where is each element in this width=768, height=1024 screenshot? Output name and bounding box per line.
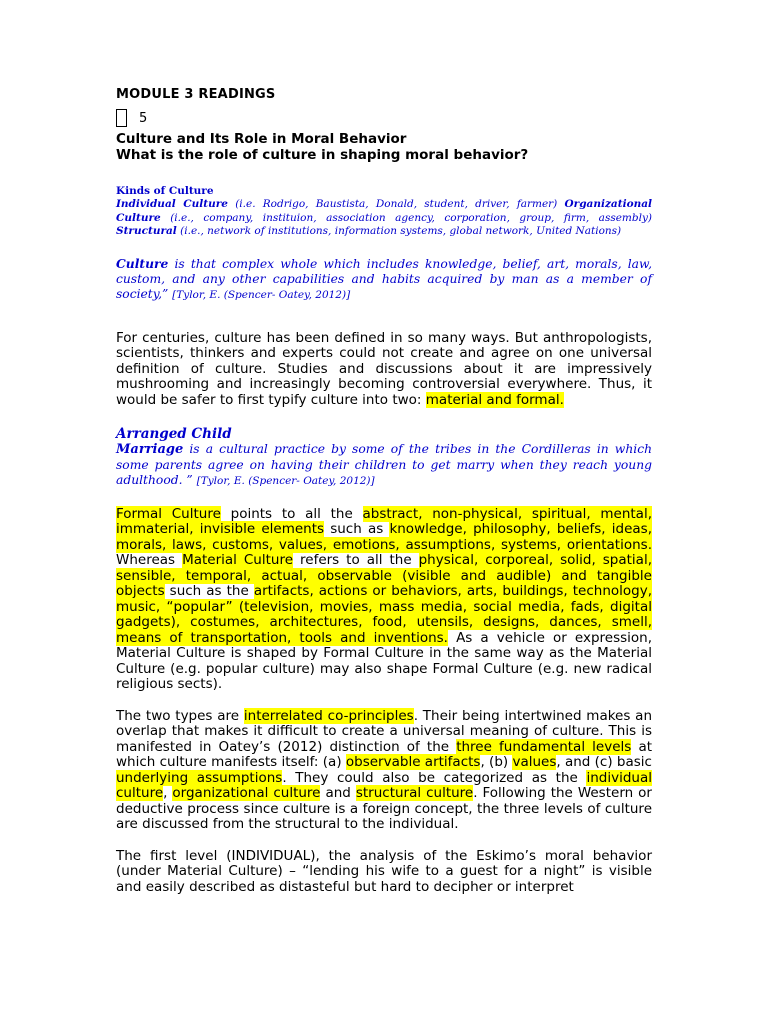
kinds-heading: Kinds of Culture: [116, 185, 214, 197]
module-heading: MODULE 3 READINGS: [116, 87, 276, 102]
text-run: refers to all the: [293, 552, 419, 569]
paragraph-formal-material: [116, 507, 652, 693]
culture-definition: [116, 256, 652, 303]
highlight-observable-artifacts: observable artifacts: [345, 754, 481, 771]
organizational-culture-examples: (i.e., company, instituion, association agency, corporation, group, firm, assembly): [160, 211, 652, 224]
individual-culture-label: Individual Culture: [116, 198, 228, 211]
document-page: [116, 86, 652, 895]
kinds-body: [116, 198, 652, 238]
highlight-material-culture: Material Culture: [182, 552, 294, 569]
page-number: 5: [139, 110, 148, 126]
page-number-line: [116, 106, 652, 130]
text-run: . Their being intertwined makes an overlap that makes it difficult to create a universal meaning of culture. This is manifested in Oatey’s (2012) distinction of the: [116, 707, 653, 755]
text-run: points to all the: [220, 505, 363, 522]
arranged-citation: [Tylor, E. (Spencer- Oatey, 2012)]: [196, 475, 375, 488]
text-run: at which culture manifests itself: (a): [116, 738, 653, 771]
structural-culture-label: Structural: [116, 225, 177, 238]
definition-term: Culture: [116, 255, 169, 271]
text-run: As a vehicle or expression, Material Culture is shaped by Formal Culture in the same way as the Material Culture (e.g. popular culture) may also shape Formal Culture (e.g. new radical religious sects).: [116, 629, 652, 693]
highlight-co-principles: interrelated co-principles: [243, 707, 414, 724]
highlight-three-levels: three fundamental levels: [456, 738, 632, 755]
highlight-organizational-culture: organizational culture: [172, 785, 321, 802]
paragraph-first-level: The first level (INDIVIDUAL), the analysis of the Eskimo’s moral behavior (under Material Culture) – “lending his wife to a guest for a night” is visible and easily described as distasteful but hard to decipher or interpret: [116, 847, 652, 895]
title-line-1: Culture and Its Role in Moral Behavior: [116, 131, 407, 147]
paragraph-centuries-text: For centuries, culture has been defined in so many ways. But anthropologists, scientists, thinkers and experts could not create and agree on one universal definition of culture. Studies and discussions about it are impressively mushrooming and increasingly becoming controversial everywhere. Thus, it would be safer to first typify culture into two:: [116, 329, 652, 408]
organizational-culture-label: Organizational Culture: [116, 198, 652, 224]
title-line-2: What is the role of culture in shaping moral behavior?: [116, 146, 529, 163]
missing-glyph-icon: [116, 109, 127, 127]
structural-culture-examples: (i.e., network of institutions, information systems, global network, United Nations): [176, 225, 622, 238]
definition-text: is that complex whole which includes knowledge, belief, art, morals, law, custom, and any other capabilities and habits acquired by man as a member of society,”: [116, 256, 652, 301]
text-run: , and (c) basic: [556, 754, 652, 771]
highlight-values: values: [512, 754, 557, 771]
document-title: [116, 132, 652, 163]
highlight-formal-culture: Formal Culture: [116, 505, 221, 522]
arranged-body: [116, 442, 652, 490]
definition-citation: [Tylor, E. (Spencer- Oatey, 2012)]: [172, 288, 351, 301]
text-run: and: [320, 785, 356, 802]
arranged-title: Arranged Child: [116, 426, 232, 443]
highlight-knowledge-list: knowledge, philosophy, beliefs, ideas, morals, laws, customs, values, emotions, assumptions, systems, orientations.: [116, 521, 652, 553]
highlight-abstract-elements: abstract, non-physical, spiritual, mental, immaterial, invisible elements: [116, 505, 652, 538]
text-run: such as: [324, 521, 390, 538]
highlight-material-formal: material and formal.: [425, 391, 564, 408]
arranged-term: Marriage: [116, 442, 184, 458]
highlight-underlying-assumptions: underlying assumptions: [116, 769, 283, 786]
individual-culture-examples: (i.e. Rodrigo, Baustista, Donald, student, driver, farmer): [227, 198, 565, 211]
kinds-of-culture: [116, 185, 652, 239]
text-run: . Following the Western or deductive process since culture is a foreign concept, the three levels of culture are discussed from the structural to the individual.: [116, 785, 652, 833]
highlight-artifacts-list: artifacts, actions or behaviors, arts, buildings, technology, music, “popular” (television, movies, mass media, social media, fads, digital gadgets), costumes, architectures, food, utensils, designs, dances, smell, means of transportation, tools and inventions.: [116, 583, 653, 646]
highlight-physical-objects: physical, corporeal, solid, spatial, sensible, temporal, actual, observable (visible and audible) and tangible objects: [116, 552, 653, 600]
text-run: The two types are: [116, 707, 244, 724]
text-run: Whereas: [116, 552, 183, 569]
paragraph-centuries: [116, 331, 652, 409]
highlight-structural-culture: structural culture: [355, 785, 474, 802]
text-run: . They could also be categorized as the: [282, 769, 587, 786]
text-run: ,: [163, 785, 173, 802]
text-run: , (b): [480, 754, 513, 771]
paragraph-two-types: [116, 709, 652, 833]
text-run: such as the: [164, 583, 254, 600]
arranged-text: is a cultural practice by some of the tribes in the Cordilleras in which some parents agree on having their children to get marry when they reach young adulthood. ”: [116, 442, 652, 488]
highlight-individual-culture: individual culture: [116, 769, 652, 802]
arranged-marriage-box: [116, 426, 652, 490]
